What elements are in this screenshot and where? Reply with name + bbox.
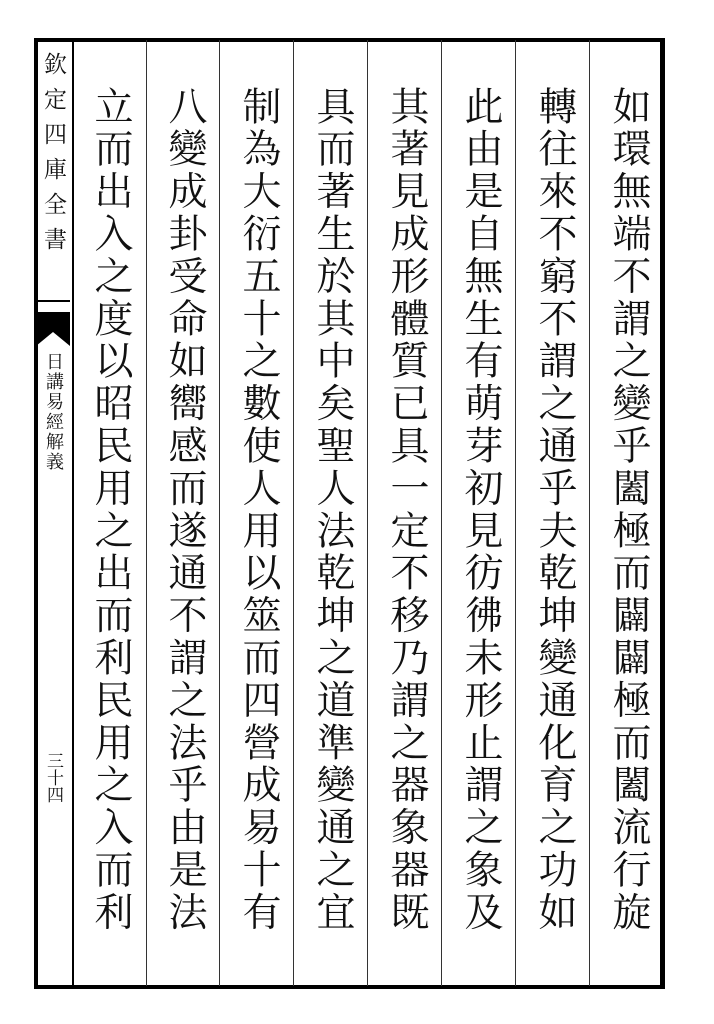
frame-top-border [34, 38, 664, 42]
column-rule [219, 40, 220, 986]
text-column: 轉往來不窮不謂之通乎夫乾坤變通化育之功如 [532, 86, 577, 934]
column-rule [441, 40, 442, 986]
margin-divider [72, 38, 74, 989]
column-rule [293, 40, 294, 986]
margin-rule [36, 300, 70, 302]
column-rule [589, 40, 590, 986]
frame-right-border [660, 38, 665, 989]
text-column: 立而出入之度以昭民用之出而利民用之入而利 [88, 86, 133, 934]
page-number: 三十四 [43, 752, 63, 803]
text-column: 具而著生於其中矣聖人法乾坤之道準變通之宜 [310, 86, 355, 934]
column-rule [367, 40, 368, 986]
text-column: 其著見成形體質已具一定不移乃謂之器象器既 [384, 86, 429, 934]
frame-bottom-border [34, 985, 664, 989]
fish-tail-icon [36, 312, 70, 346]
column-rule [146, 40, 147, 986]
text-column: 八變成卦受命如嚮感而遂通不謂之法乎由是法 [162, 86, 207, 934]
text-column: 如環無端不謂之變乎闔極而闢闢極而闔流行旋 [606, 86, 651, 934]
column-rule [515, 40, 516, 986]
section-title: 日講易經解義 [43, 352, 64, 472]
book-title: 欽定四庫全書 [40, 52, 66, 262]
text-column: 制為大衍五十之數使人用以筮而四營成易十有 [236, 86, 281, 934]
text-column: 此由是自無生有萌芽初見彷彿未形止謂之象及 [458, 86, 503, 934]
